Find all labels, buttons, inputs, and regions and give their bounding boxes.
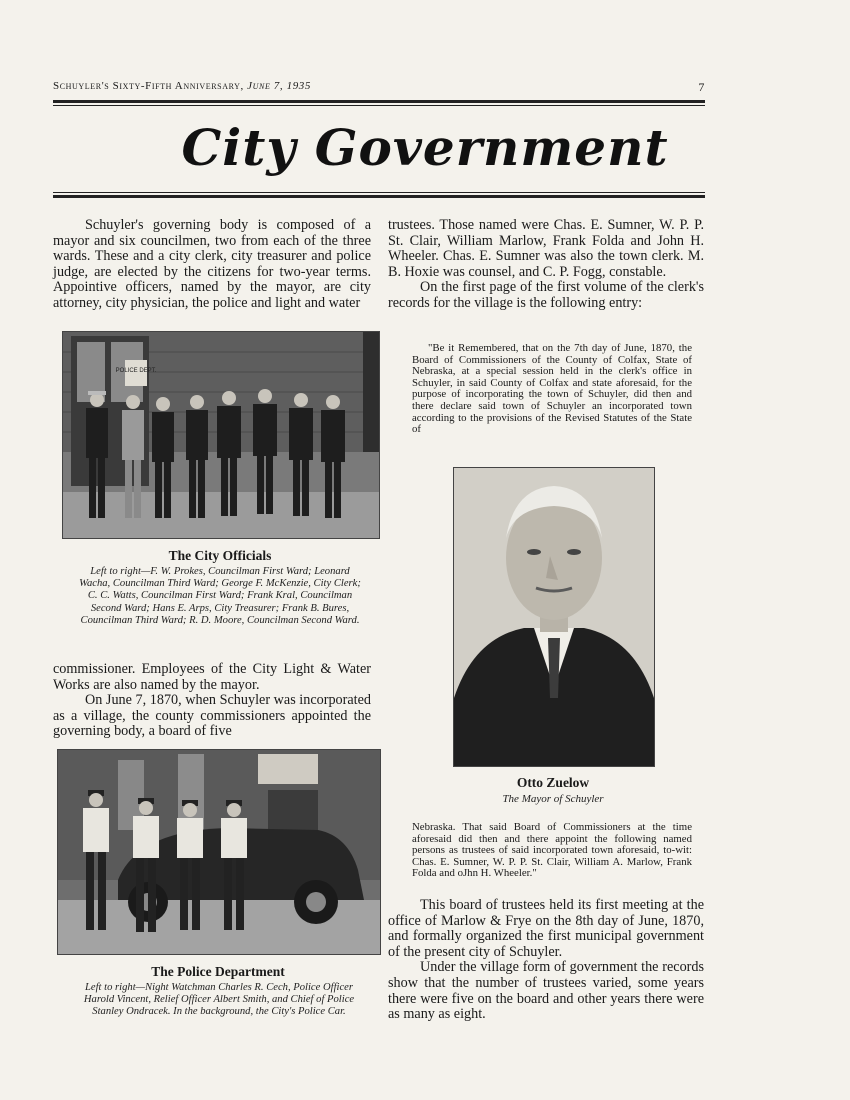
- folio-date: June 7, 1935: [247, 80, 312, 92]
- record-quote-part1: [412, 343, 692, 436]
- header-rule-thin: [53, 105, 705, 106]
- police-department-image: [58, 750, 380, 954]
- board-paragraph: This board of trustees held its first meeting at the office of Marlow & Frye on the 8th day of June, 1870, and formally organized the first municipal government of the present city of Schuyler.: [388, 897, 704, 960]
- village-form-paragraph: Under the village form of government the records show that the number of trustees varied, some years there were five on the board and other years there were as many as eight.: [388, 959, 704, 1023]
- mayor-name: Otto Zuelow: [516, 775, 590, 790]
- page-title: City Government: [181, 118, 669, 177]
- right-column-top: [388, 218, 704, 312]
- police-sign: POLICE DEPT.: [115, 368, 157, 374]
- city-officials-photo: [62, 331, 380, 539]
- mayor-title: The Mayor of Schuyler: [502, 793, 604, 805]
- police-department-photo: [57, 749, 381, 955]
- right-column-bottom: [388, 898, 704, 1023]
- police-caption-title: The Police Department: [151, 964, 285, 979]
- page-number: 7: [698, 80, 705, 94]
- running-header: [53, 80, 705, 96]
- city-officials-caption: Left to right—F. W. Prokes, Councilman First Ward; Leonard Wacha, Councilman Third Ward; George F. McKenzie, City Clerk; C. C. Watts, Councilman First Ward; Frank Kral, Councilman Second Ward; Hans E. Arps, City Treasurer; Frank B. Bures, Councilman Third Ward; R. D. Moore, Councilman Second Ward.: [79, 566, 361, 626]
- june-paragraph: On June 7, 1870, when Schuyler was incorporated as a village, the county commissioners appointed the governing body, a board of five: [53, 692, 371, 740]
- first-page-paragraph: On the first page of the first volume of the clerk's records for the village is the following entry:: [388, 279, 704, 311]
- record-quote-part2: [412, 822, 692, 880]
- city-officials-image: [63, 332, 379, 538]
- folio-title: Schuyler's Sixty-Fifth Anniversary, June 7, 1935: [53, 80, 312, 92]
- header-rule-thick: [53, 100, 705, 103]
- commissioner-paragraph: commissioner. Employees of the City Light & Water Works are also named by the mayor.: [53, 661, 371, 693]
- mayor-portrait: [453, 467, 655, 767]
- title-rule-thick: [53, 195, 705, 198]
- mayor-portrait-image: [454, 468, 654, 766]
- title-rule-thin: [53, 192, 705, 193]
- left-column-intro: [53, 218, 371, 312]
- city-officials-caption-title: The City Officials: [168, 548, 272, 563]
- police-caption: Left to right—Night Watchman Charles R. Cech, Police Officer Harold Vincent, Relief Officer Albert Smith, and Chief of Police Stanley Ondracek. In the background, the City's Police Car.: [83, 982, 355, 1018]
- intro-paragraph: Schuyler's governing body is composed of a mayor and six councilmen, two from each of the three wards. These and a city clerk, city treasurer and police judge, are elected by the citizens for two-year terms. Appointive officers, named by the mayor, are city attorney, city physician, the police and light and water: [53, 217, 371, 311]
- quote-text-1: "Be it Remembered, that on the 7th day of June, 1870, the Board of Commissioners of the County of Colfax, State of Nebraska, at a special session held in the clerk's office in Schuyler, in said County of Colfax and state aforesaid, for the purpose of incorporating the town of Schuyler, did then and there declare said town of Schuyler an incorporated town according to the provisions of the Revised Statutes of the State of: [412, 342, 692, 436]
- trustees-paragraph: trustees. Those named were Chas. E. Sumner, W. P. P. St. Clair, William Marlow, Frank Folda and John H. Wheeler. Chas. E. Sumner was also the town clerk. M. B. Hoxie was counsel, and C. P. Fogg, constable.: [388, 217, 704, 280]
- left-column-middle: [53, 662, 371, 740]
- quote-text-2: Nebraska. That said Board of Commissioners at the time aforesaid did then and there appoint the following named persons as trustees of said incorporated town aforesaid, to-wit: Chas. E. Sumner, W. P. P. St. Clair, William A. Marlow, Frank Folda and oJhn H. Wheeler.": [412, 821, 692, 880]
